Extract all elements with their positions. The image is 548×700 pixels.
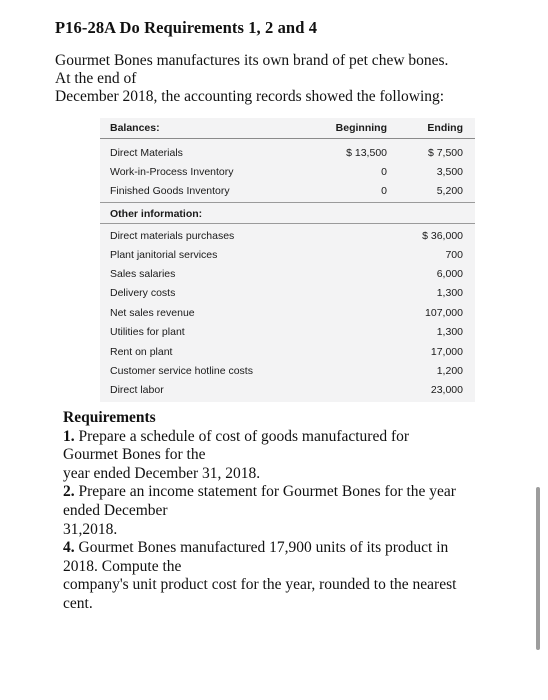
intro-line: At the end of	[55, 70, 137, 87]
section-divider	[100, 202, 475, 203]
requirement-line	[63, 446, 483, 465]
intro-line: Gourmet Bones manufactures its own brand of pet chew bones.	[55, 52, 449, 69]
scrollbar[interactable]	[536, 487, 540, 650]
other-row-value: 107,000	[425, 307, 463, 319]
balance-row-beginning: 0	[381, 166, 387, 178]
section-divider	[100, 223, 475, 224]
requirement-line	[63, 428, 483, 447]
requirement-text: ended December	[63, 501, 168, 519]
requirement-line	[63, 558, 483, 577]
intro-paragraph	[55, 52, 485, 106]
balance-row-ending: 3,500	[436, 166, 463, 178]
balance-row-label: Direct Materials	[110, 147, 183, 159]
requirement-line	[63, 483, 483, 502]
requirement-line	[63, 465, 483, 484]
balance-row-label: Finished Goods Inventory	[110, 185, 230, 197]
other-info-heading: Other information:	[110, 208, 203, 220]
requirement-line	[63, 576, 483, 595]
other-row-label: Delivery costs	[110, 287, 176, 299]
intro-line: December 2018, the accounting records showed the following:	[55, 88, 445, 105]
requirement-text: Gourmet Bones manufactured 17,900 units of its product in	[74, 539, 449, 557]
other-row-value: 17,000	[430, 346, 463, 358]
requirement-number: 1.	[63, 427, 75, 445]
requirements-heading: Requirements	[63, 409, 156, 426]
requirement-text: Prepare a schedule of cost of goods manufactured for	[74, 427, 410, 445]
requirement-text: cent.	[63, 594, 93, 612]
other-row-value: 6,000	[436, 268, 463, 280]
other-row-label: Utilities for plant	[110, 326, 185, 338]
requirement-line	[63, 595, 483, 614]
requirement-line	[63, 502, 483, 521]
other-row-value: 1,300	[436, 287, 463, 299]
other-row-value: 700	[445, 249, 463, 261]
other-row-label: Direct materials purchases	[110, 230, 235, 242]
balances-header: Balances:	[110, 122, 160, 134]
requirement-text: 31,2018.	[63, 520, 118, 538]
data-table	[100, 118, 475, 402]
balance-row-ending: 5,200	[436, 185, 463, 197]
other-row-value: $ 36,000	[422, 230, 463, 242]
other-row-value: 1,200	[436, 365, 463, 377]
beginning-header: Beginning	[335, 122, 387, 134]
requirement-text: Gourmet Bones for the	[63, 446, 206, 464]
other-row-label: Sales salaries	[110, 268, 176, 280]
balance-row-beginning: $ 13,500	[346, 147, 387, 159]
balance-row-ending: $ 7,500	[427, 147, 463, 159]
other-row-value: 23,000	[430, 384, 463, 396]
requirement-text: 2018. Compute the	[63, 557, 182, 575]
requirement-text: year ended December 31, 2018.	[63, 464, 261, 482]
other-row-label: Net sales revenue	[110, 307, 195, 319]
other-row-label: Rent on plant	[110, 346, 173, 358]
other-row-label: Customer service hotline costs	[110, 365, 253, 377]
requirements-section	[63, 409, 483, 614]
requirement-text: company's unit product cost for the year, rounded to the nearest	[63, 576, 457, 594]
balance-row-label: Work-in-Process Inventory	[110, 166, 234, 178]
problem-title: P16-28A Do Requirements 1, 2 and 4	[55, 18, 318, 37]
ending-header: Ending	[427, 122, 463, 134]
requirement-line	[63, 539, 483, 558]
table-header-row	[100, 118, 475, 139]
balance-row-beginning: 0	[381, 185, 387, 197]
requirement-number: 4.	[63, 539, 75, 557]
other-row-label: Plant janitorial services	[110, 249, 218, 261]
requirement-number: 2.	[63, 483, 75, 501]
other-row-label: Direct labor	[110, 384, 164, 396]
requirement-text: Prepare an income statement for Gourmet Bones for the year	[74, 483, 456, 501]
requirement-line	[63, 521, 483, 540]
other-row-value: 1,300	[436, 326, 463, 338]
